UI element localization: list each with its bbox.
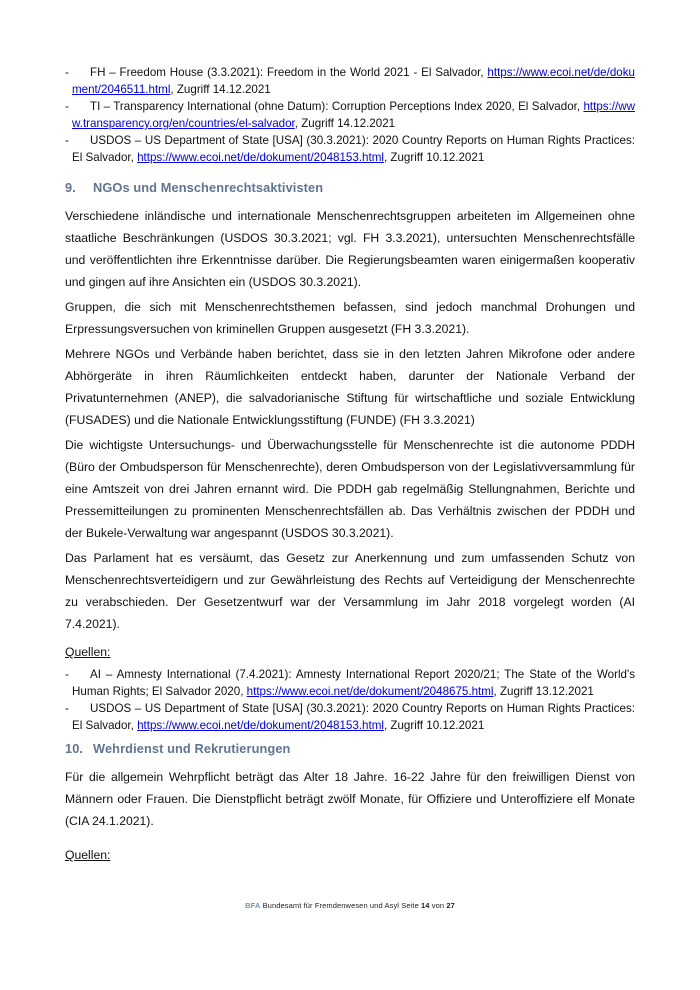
list-item: [65, 132, 635, 166]
section-9-body: [65, 205, 635, 635]
paragraph: Die wichtigste Untersuchungs- und Überwachungsstelle für Menschenrechte ist die autonome PDDH (Büro der Ombudsperson für Menschenrechte), deren Ombudsperson von der Legislativversammlung für eine Amtszeit von drei Jahren ernannt wird. Die PDDH gab regelmäßig Stellungnahmen, Berichte und Pressemitteilungen zu prominenten Menschenrechtsfällen ab. Das Verhältnis zwischen der PDDH und der Bukele-Verwaltung war angespannt (USDOS 30.3.2021).: [65, 438, 635, 540]
section-9-heading: [65, 180, 635, 195]
section-9-source-list: [65, 666, 635, 734]
source-link[interactable]: https://www.ecoi.net/de/dokument/2048153.html: [137, 151, 384, 164]
source-text-after: , Zugriff 14.12.2021: [170, 83, 271, 96]
source-text: TI – Transparency International (ohne Datum): Corruption Perceptions Index 2020, El Salvador,: [90, 100, 584, 113]
source-text: FH – Freedom House (3.3.2021): Freedom in the World 2021 - El Salvador,: [90, 66, 488, 79]
bullet-dash: -: [65, 100, 69, 113]
source-text-after: , Zugriff 10.12.2021: [383, 151, 485, 164]
bullet-dash: -: [65, 134, 69, 147]
bullet-dash: -: [65, 66, 69, 79]
source-text-after: , Zugriff 13.12.2021: [493, 685, 594, 698]
quellen-heading: Quellen:: [65, 645, 111, 659]
top-source-list: [65, 64, 635, 166]
list-item: [65, 700, 635, 734]
list-item: [65, 64, 635, 98]
source-link[interactable]: https://www.ecoi.net/de/dokument/2048153.html: [137, 719, 384, 732]
paragraph: Verschiedene inländische und internationale Menschenrechtsgruppen arbeiteten im Allgemeinen ohne staatliche Beschränkungen (USDOS 30.3.2021; vgl. FH 3.3.2021), untersuchten Menschenrechtsfälle und veröffentlichten ihre Erkenntnisse darüber. Die Regierungsbeamten waren einigermaßen kooperativ und gingen auf ihre Ansichten ein (USDOS 30.3.2021).: [65, 209, 635, 289]
page-footer: [0, 901, 700, 910]
bfa-logo: BFA: [245, 901, 261, 910]
footer-org-text: Bundesamt für Fremdenwesen und Asyl Seite: [262, 901, 419, 910]
source-link[interactable]: https://www.transparency.org/en/countries/el-salvador: [72, 100, 635, 130]
source-link[interactable]: https://www.ecoi.net/de/dokument/2046511.html: [72, 66, 635, 96]
section-9-number: 9.: [65, 180, 76, 195]
paragraph: Für die allgemein Wehrpflicht beträgt das Alter 18 Jahre. 16-22 Jahre für den freiwilligen Dienst von Männern oder Frauen. Die Dienstpflicht beträgt zwölf Monate, für Offiziere und Unteroffiziere elf Monate (CIA 24.1.2021).: [65, 770, 635, 828]
source-text: USDOS – US Department of State [USA] (30.3.2021): 2020 Country Reports on Human Rights Practices: El Salvador,: [72, 134, 635, 164]
source-text-after: , Zugriff 14.12.2021: [294, 117, 396, 130]
section-10-heading: [65, 741, 635, 756]
paragraph: Gruppen, die sich mit Menschenrechtsthemen befassen, sind jedoch manchmal Drohungen und Erpressungsversuchen von kriminellen Gruppen ausgesetzt (FH 3.3.2021).: [65, 300, 635, 336]
bullet-dash: -: [65, 668, 69, 681]
list-item: [65, 666, 635, 700]
source-text-after: , Zugriff 10.12.2021: [383, 719, 485, 732]
footer-page-total: 27: [446, 901, 455, 910]
paragraph: Das Parlament hat es versäumt, das Gesetz zur Anerkennung und zum umfassenden Schutz von Menschenrechtsverteidigern und zur Gewährleistung des Rechts auf Verteidigung der Menschenrechte zu verabschieden. Der Gesetzentwurf war der Versammlung im Jahr 2018 vorgelegt worden (AI 7.4.2021).: [65, 551, 635, 631]
section-10-title: Wehrdienst und Rekrutierungen: [93, 741, 291, 756]
section-10-number: 10.: [65, 741, 84, 756]
quellen-heading: Quellen:: [65, 848, 111, 862]
section-9-title: NGOs und Menschenrechtsaktivisten: [93, 180, 324, 195]
section-10-body: [65, 766, 635, 832]
source-text: USDOS – US Department of State [USA] (30.3.2021): 2020 Country Reports on Human Rights Practices: El Salvador,: [72, 702, 635, 732]
list-item: [65, 98, 635, 132]
footer-von-label: von: [431, 901, 445, 910]
source-text: AI – Amnesty International (7.4.2021): Amnesty International Report 2020/21; The State of the World's Human Rights; El Salvador 2020,: [72, 668, 635, 698]
source-link[interactable]: https://www.ecoi.net/de/dokument/2048675.html: [246, 685, 494, 698]
bullet-dash: -: [65, 702, 69, 715]
footer-page-number: 14: [421, 901, 430, 910]
paragraph: Mehrere NGOs und Verbände haben berichtet, dass sie in den letzten Jahren Mikrofone oder andere Abhörgeräte in ihren Räumlichkeiten entdeckt haben, darunter der Nationale Verband der Privatunternehmen (ANEP), die salvadorianische Stiftung für wirtschaftliche und soziale Entwicklung (FUSADES) und die Nationale Entwicklungsstiftung (FUNDE) (FH 3.3.2021): [65, 347, 635, 427]
